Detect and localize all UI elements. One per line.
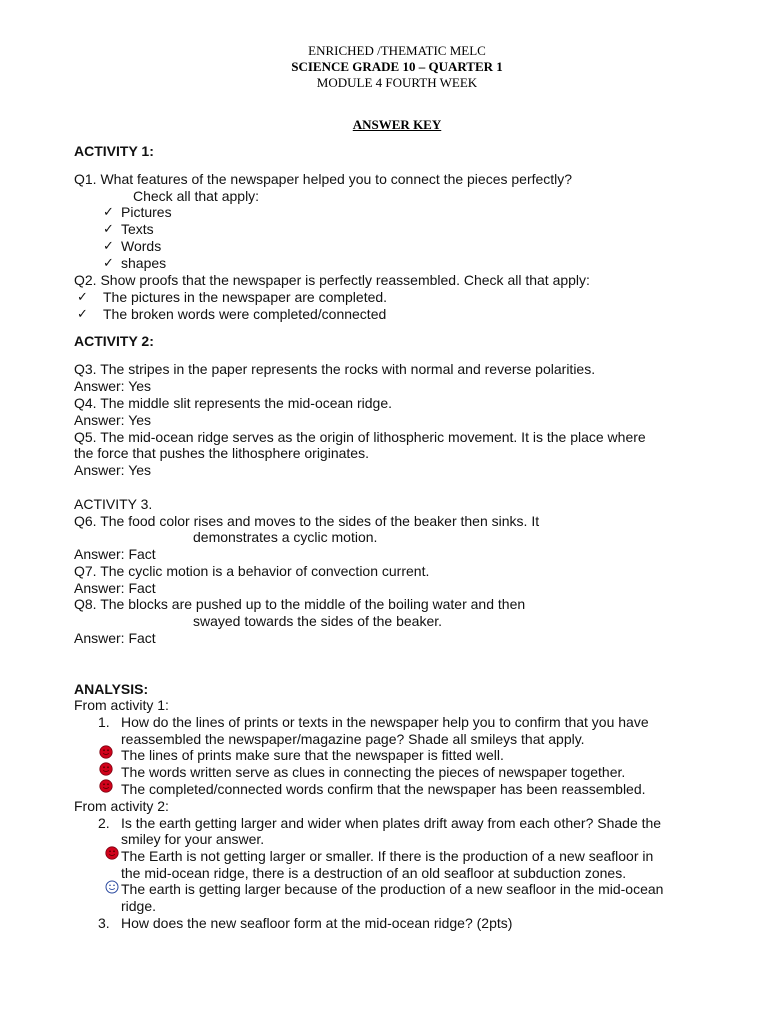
- q7-text: Q7. The cyclic motion is a behavior of convection current.: [74, 563, 430, 579]
- q2-item: The pictures in the newspaper are completed.: [103, 289, 388, 305]
- checkmark-icon: ✓: [103, 204, 114, 219]
- q4-answer: Answer: Yes: [74, 412, 152, 428]
- analysis-item-1-option: The completed/connected words confirm that the newspaper has been reassembled.: [121, 781, 646, 797]
- analysis-item-3-text: How does the new seafloor form at the mid-ocean ridge? (2pts): [121, 915, 513, 931]
- q6-text-line-2: demonstrates a cyclic motion.: [193, 529, 378, 545]
- q3-text: Q3. The stripes in the paper represents the rocks with normal and reverse polarities.: [74, 361, 596, 377]
- q5-answer: Answer: Yes: [74, 462, 152, 478]
- analysis-item-3-number: 3.: [98, 915, 110, 931]
- q1-item: shapes: [121, 255, 167, 271]
- analysis-item-1-option: The lines of prints make sure that the newspaper is fitted well.: [121, 747, 504, 763]
- shaded-smiley-icon[interactable]: [105, 846, 119, 860]
- header-line-3: MODULE 4 FOURTH WEEK: [316, 75, 478, 90]
- activity-1-heading: ACTIVITY 1:: [74, 143, 154, 159]
- q5-text-line-1: Q5. The mid-ocean ridge serves as the origin of lithospheric movement. It is the place where: [74, 429, 646, 445]
- analysis-item-2-option-b-line-1: The earth is getting larger because of the production of a new seafloor in the mid-ocean: [121, 881, 664, 897]
- analysis-item-2-option-a-line-1: The Earth is not getting larger or smaller. If there is the production of a new seafloor in: [121, 848, 654, 864]
- q5-text-line-2: the force that pushes the lithosphere originates.: [74, 445, 369, 461]
- unshaded-smiley-icon[interactable]: [105, 880, 119, 894]
- checkmark-icon: ✓: [77, 289, 88, 304]
- q2-item: The broken words were completed/connected: [103, 306, 387, 322]
- checkmark-icon: ✓: [77, 306, 88, 321]
- q8-answer: Answer: Fact: [74, 630, 156, 646]
- analysis-item-1-option: The words written serve as clues in connecting the pieces of newspaper together.: [121, 764, 626, 780]
- answer-key-title: ANSWER KEY: [352, 117, 442, 132]
- from-activity-1-label: From activity 1:: [74, 697, 169, 713]
- activity-3-heading: ACTIVITY 3.: [74, 496, 153, 512]
- from-activity-2-label: From activity 2:: [74, 798, 169, 814]
- checkmark-icon: ✓: [103, 221, 114, 236]
- q7-answer: Answer: Fact: [74, 580, 156, 596]
- analysis-item-2-option-b-line-2: ridge.: [121, 898, 157, 914]
- checkmark-icon: ✓: [103, 255, 114, 270]
- q3-answer: Answer: Yes: [74, 378, 152, 394]
- header-line-1: ENRICHED /THEMATIC MELC: [308, 43, 486, 58]
- analysis-item-2-line-2: smiley for your answer.: [121, 831, 265, 847]
- q8-text-line-2: swayed towards the sides of the beaker.: [193, 613, 443, 629]
- shaded-smiley-icon[interactable]: [99, 745, 113, 759]
- header-line-2: SCIENCE GRADE 10 – QUARTER 1: [291, 59, 503, 74]
- analysis-heading: ANALYSIS:: [74, 681, 149, 697]
- analysis-item-1-line-1: How do the lines of prints or texts in the newspaper help you to confirm that you have: [121, 714, 649, 730]
- q8-text-line-1: Q8. The blocks are pushed up to the middle of the boiling water and then: [74, 596, 526, 612]
- q1-instruction: Check all that apply:: [133, 188, 260, 204]
- shaded-smiley-icon[interactable]: [99, 779, 113, 793]
- activity-2-heading: ACTIVITY 2:: [74, 333, 154, 349]
- q2-text: Q2. Show proofs that the newspaper is perfectly reassembled. Check all that apply:: [74, 272, 590, 288]
- q1-text: Q1. What features of the newspaper helped you to connect the pieces perfectly?: [74, 171, 573, 187]
- q1-item: Words: [121, 238, 162, 254]
- q1-item: Texts: [121, 221, 154, 237]
- shaded-smiley-icon[interactable]: [99, 762, 113, 776]
- q6-text-line-1: Q6. The food color rises and moves to the sides of the beaker then sinks. It: [74, 513, 540, 529]
- checkmark-icon: ✓: [103, 238, 114, 253]
- q6-answer: Answer: Fact: [74, 546, 156, 562]
- q1-item: Pictures: [121, 204, 172, 220]
- analysis-item-2-option-a-line-2: the mid-ocean ridge, there is a destruction of an old seafloor at subduction zones.: [121, 865, 627, 881]
- analysis-item-2-line-1: Is the earth getting larger and wider when plates drift away from each other? Shade the: [121, 815, 662, 831]
- analysis-item-2-number: 2.: [98, 815, 110, 831]
- analysis-item-1-line-2: reassembled the newspaper/magazine page? Shade all smileys that apply.: [121, 731, 585, 747]
- q4-text: Q4. The middle slit represents the mid-ocean ridge.: [74, 395, 393, 411]
- analysis-item-1-number: 1.: [98, 714, 110, 730]
